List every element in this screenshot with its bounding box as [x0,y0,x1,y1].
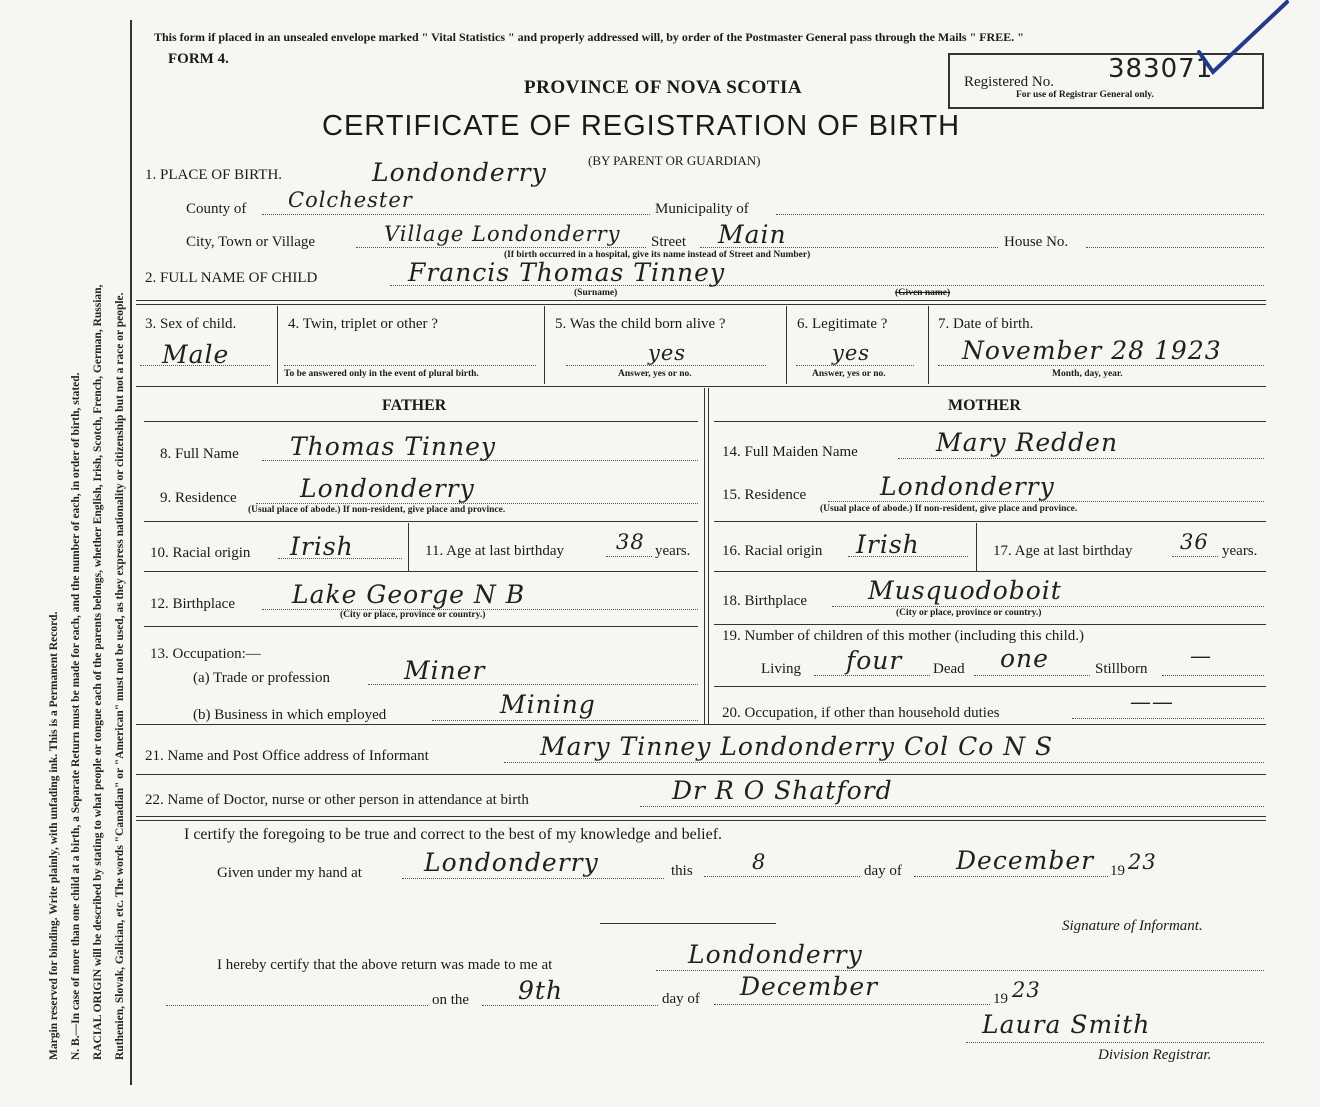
given-under-label: Given under my hand at [217,865,362,881]
registered-label: Registered No. [964,74,1054,90]
dead-label: Dead [933,661,965,677]
registrar-day-value: 9th [518,976,564,1005]
county-label: County of [186,201,247,217]
certification-day-value: 8 [752,850,767,874]
certification-statement: I certify the foregoing to be true and correct to the best of my knowledge and belief. [184,826,723,843]
alive-value: yes [648,341,687,365]
registrar-year-prefix: 19 [993,991,1008,1007]
sex-value: Male [162,340,230,369]
mother-age-value: 36 [1180,530,1209,554]
registrar-on-the-label: on the [432,992,470,1008]
mother-birthplace-note: (City or place, province or country.) [896,608,1042,618]
stillborn-value: — [1190,644,1212,668]
father-residence-value: Londonderry [300,474,475,503]
alive-note: Answer, yes or no. [618,369,692,379]
child-name-label: 2. FULL NAME OF CHILD [145,270,318,286]
mother-name-value: Mary Redden [936,428,1119,457]
county-value: Colchester [288,188,413,212]
hospital-note: (If birth occurred in a hospital, give its name instead of Street and Number) [504,250,811,260]
doctor-value: Dr R O Shatford [672,776,893,805]
father-occupation-label: 13. Occupation:— [150,646,261,662]
place-of-birth-value: Londonderry [372,158,547,187]
mother-birthplace-label: 18. Birthplace [722,593,807,609]
twin-label: 4. Twin, triplet or other ? [288,316,438,332]
city-label: City, Town or Village [186,234,316,250]
mother-racial-value: Irish [856,530,920,559]
registrar-statement: I hereby certify that the above return was made to me at [217,957,553,973]
living-value: four [846,646,903,675]
certificate-title: CERTIFICATE OF REGISTRATION OF BIRTH [322,110,961,142]
living-label: Living [761,661,801,677]
child-name-value: Francis Thomas Tinney [408,258,726,287]
registrar-place-value: Londonderry [688,940,863,969]
given-place-value: Londonderry [424,848,599,877]
father-trade-label: (a) Trade or profession [193,670,331,686]
father-business-label: (b) Business in which employed [193,707,387,723]
dead-value: one [1000,644,1049,673]
father-birthplace-label: 12. Birthplace [150,596,235,612]
twin-note: To be answered only in the event of plural birth. [284,369,479,379]
certification-day-of-label: day of [864,863,902,879]
registrar-month-value: December [740,972,879,1001]
mother-name-label: 14. Full Maiden Name [722,444,858,460]
margin-note-nationality: Ruthenien, Slovak, Galician, etc. The words "Canadian" or "American" must not be used, as they express nationality or citizenship but not a race or people. [114,292,126,1060]
legitimate-value: yes [832,341,871,365]
mother-age-label: 17. Age at last birthday [993,543,1133,559]
dob-value: November 28 1923 [962,336,1222,365]
mother-years-label: years. [1222,543,1258,559]
legitimate-label: 6. Legitimate ? [797,316,888,332]
mother-residence-value: Londonderry [880,472,1055,501]
surname-note: (Surname) [574,288,618,298]
margin-note-binding: Margin reserved for binding. Write plainly, with unfading ink. This is a Permanent Record. [48,611,60,1060]
mother-children-label: 19. Number of children of this mother (including this child.) [722,628,1085,644]
mother-occupation-label: 20. Occupation, if other than household duties [722,705,1000,721]
sex-label: 3. Sex of child. [145,316,237,332]
house-number-label: House No. [1004,234,1069,250]
mother-birthplace-value: Musquodoboit [868,576,1062,605]
father-racial-label: 10. Racial origin [150,545,251,561]
informant-signature-line [600,923,776,924]
division-registrar-label: Division Registrar. [1098,1047,1212,1063]
certification-year-prefix: 19 [1110,863,1125,879]
registrar-day-of-label: day of [662,991,700,1007]
signature-of-informant-label: Signature of Informant. [1062,918,1203,934]
checkmark-icon [1195,0,1295,80]
father-residence-label: 9. Residence [160,490,237,506]
dob-note: Month, day, year. [1052,369,1123,379]
father-years-label: years. [655,543,691,559]
alive-label: 5. Was the child born alive ? [555,316,726,332]
registered-number: 383071 [1108,54,1214,84]
margin-note-racial-origin: RACIAL ORIGIN will be described by stating to what people or tongue each of the parents belongs, whether English, Irish, Scotch, French, German, Russian, [92,284,104,1060]
certificate-subtitle: (BY PARENT OR GUARDIAN) [588,153,761,168]
stillborn-label: Stillborn [1095,661,1148,677]
father-business-value: Mining [500,690,596,719]
margin-note-multiple-births: N. B.—In case of more than one child at a birth, a Separate Return must be made for each, and the number of each, in order of birth, stated. [70,372,82,1060]
father-birthplace-note: (City or place, province or country.) [340,610,486,620]
mother-racial-label: 16. Racial origin [722,543,823,559]
mother-residence-note: (Usual place of abode.) If non-resident, give place and province. [820,504,1078,514]
certification-year-value: 23 [1128,850,1157,874]
informant-label: 21. Name and Post Office address of Informant [145,748,429,764]
margin-rule [130,20,132,1085]
father-age-label: 11. Age at last birthday [425,543,564,559]
mother-residence-label: 15. Residence [722,487,807,503]
mother-occupation-value: —— [1130,690,1174,714]
father-racial-value: Irish [290,532,354,561]
municipality-label: Municipality of [655,201,749,217]
dob-label: 7. Date of birth. [938,316,1034,332]
certification-month-value: December [956,846,1095,875]
registrar-note: For use of Registrar General only. [1016,90,1154,100]
city-value: Village Londonderry [384,222,621,246]
province-title: PROVINCE OF NOVA SCOTIA [524,77,803,98]
father-name-value: Thomas Tinney [290,432,497,461]
form-number: FORM 4. [168,51,229,67]
mother-heading: MOTHER [948,397,1021,414]
street-value: Main [718,220,787,249]
place-of-birth-label: 1. PLACE OF BIRTH. [145,167,283,183]
father-residence-note: (Usual place of abode.) If non-resident, give place and province. [248,505,506,515]
given-name-note: (Given name) [895,288,951,298]
registrar-year-value: 23 [1012,978,1041,1002]
informant-value: Mary Tinney Londonderry Col Co N S [540,732,1054,761]
street-label: Street [651,234,686,250]
father-name-label: 8. Full Name [160,446,239,462]
postal-note: This form if placed in an unsealed envelope marked " Vital Statistics " and properly addressed will, by order of the Postmaster General pass through the Mails " FREE. " [154,30,1024,44]
father-trade-value: Miner [404,656,486,685]
registrar-signature-value: Laura Smith [982,1010,1151,1039]
father-birthplace-value: Lake George N B [292,580,526,609]
this-label: this [671,863,693,879]
legitimate-note: Answer, yes or no. [812,369,886,379]
father-heading: FATHER [382,397,447,414]
father-age-value: 38 [616,530,645,554]
doctor-label: 22. Name of Doctor, nurse or other person in attendance at birth [145,792,529,808]
